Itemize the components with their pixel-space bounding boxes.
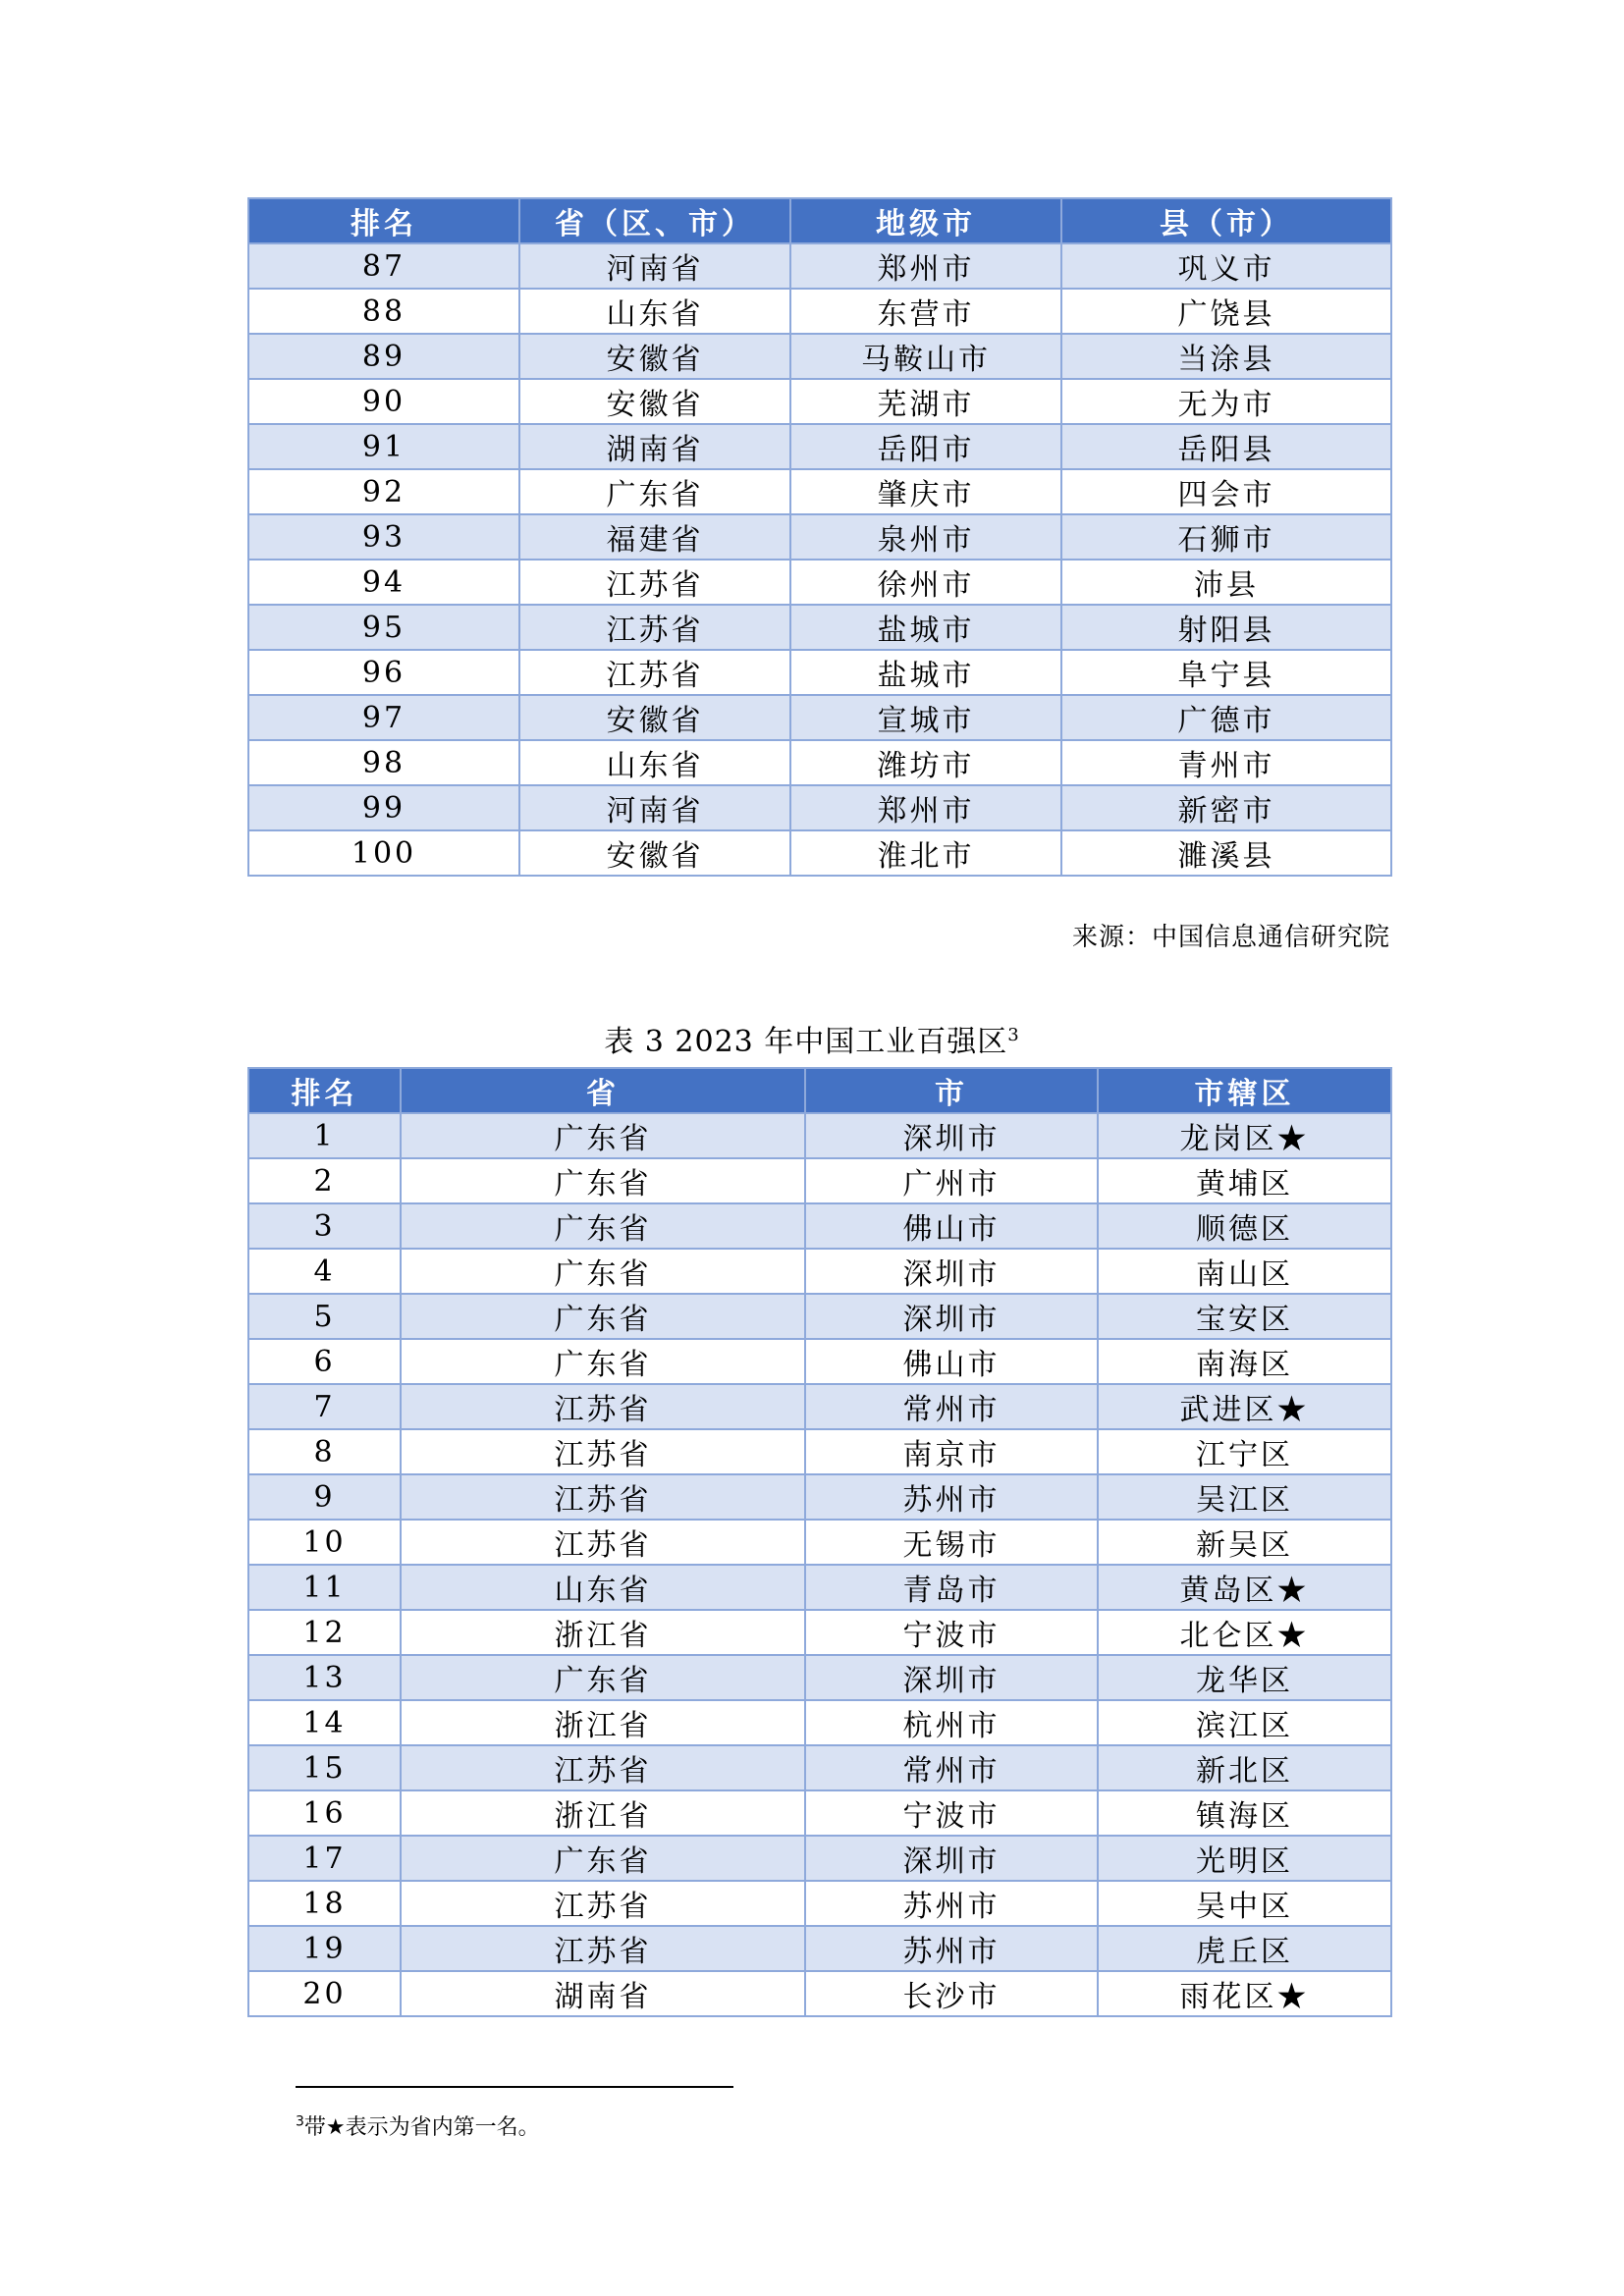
cell-rank: 3 bbox=[248, 1203, 401, 1249]
table-row bbox=[248, 1294, 1391, 1339]
header-county: 县（市） bbox=[1061, 198, 1391, 243]
industrial-district-ranking-table bbox=[247, 1067, 1392, 2017]
cell-rank: 20 bbox=[248, 1971, 401, 2016]
cell-district: 顺德区 bbox=[1098, 1203, 1391, 1249]
table-row bbox=[248, 740, 1391, 785]
cell-district: 青州市 bbox=[1061, 740, 1391, 785]
cell-city: 深圳市 bbox=[805, 1836, 1098, 1881]
cell-city: 盐城市 bbox=[790, 605, 1061, 650]
cell-province: 河南省 bbox=[519, 785, 790, 830]
cell-rank: 89 bbox=[248, 334, 519, 379]
cell-city: 宁波市 bbox=[805, 1790, 1098, 1836]
footnote bbox=[296, 2110, 540, 2141]
cell-city: 芜湖市 bbox=[790, 379, 1061, 424]
cell-province: 广东省 bbox=[401, 1294, 805, 1339]
cell-province: 湖南省 bbox=[401, 1971, 805, 2016]
cell-city: 杭州市 bbox=[805, 1700, 1098, 1745]
table-body bbox=[248, 1113, 1391, 2016]
cell-rank: 95 bbox=[248, 605, 519, 650]
cell-province: 江苏省 bbox=[401, 1745, 805, 1790]
source-note: 来源：中国信息通信研究院 bbox=[1071, 923, 1390, 952]
cell-rank: 5 bbox=[248, 1294, 401, 1339]
table-row bbox=[248, 1429, 1391, 1474]
table-row bbox=[248, 695, 1391, 740]
cell-rank: 6 bbox=[248, 1339, 401, 1384]
table-row bbox=[248, 1384, 1391, 1429]
cell-rank: 88 bbox=[248, 289, 519, 334]
cell-city: 常州市 bbox=[805, 1384, 1098, 1429]
cell-province: 广东省 bbox=[401, 1836, 805, 1881]
cell-district: 雨花区★ bbox=[1098, 1971, 1391, 2016]
cell-rank: 13 bbox=[248, 1655, 401, 1700]
cell-district: 北仑区★ bbox=[1098, 1610, 1391, 1655]
table-body bbox=[248, 243, 1391, 876]
table-row bbox=[248, 1881, 1391, 1926]
cell-rank: 97 bbox=[248, 695, 519, 740]
table-row bbox=[248, 1700, 1391, 1745]
cell-rank: 7 bbox=[248, 1384, 401, 1429]
cell-city: 深圳市 bbox=[805, 1294, 1098, 1339]
cell-city: 深圳市 bbox=[805, 1113, 1098, 1158]
cell-province: 江苏省 bbox=[401, 1474, 805, 1520]
table-row bbox=[248, 1249, 1391, 1294]
table-row bbox=[248, 1610, 1391, 1655]
cell-province: 浙江省 bbox=[401, 1790, 805, 1836]
footnote-marker: 3 bbox=[296, 2113, 304, 2130]
cell-rank: 9 bbox=[248, 1474, 401, 1520]
cell-district: 南海区 bbox=[1098, 1339, 1391, 1384]
county-ranking-table bbox=[247, 197, 1392, 877]
cell-rank: 14 bbox=[248, 1700, 401, 1745]
cell-rank: 2 bbox=[248, 1158, 401, 1203]
cell-city: 肇庆市 bbox=[790, 469, 1061, 514]
footnote-text: 带★表示为省内第一名。 bbox=[303, 2115, 540, 2140]
cell-city: 常州市 bbox=[805, 1745, 1098, 1790]
cell-province: 江苏省 bbox=[519, 605, 790, 650]
cell-district: 新吴区 bbox=[1098, 1520, 1391, 1565]
table-row bbox=[248, 469, 1391, 514]
table-row bbox=[248, 334, 1391, 379]
cell-rank: 1 bbox=[248, 1113, 401, 1158]
table-row bbox=[248, 1655, 1391, 1700]
cell-city: 深圳市 bbox=[805, 1655, 1098, 1700]
cell-city: 盐城市 bbox=[790, 650, 1061, 695]
table-caption bbox=[0, 1017, 1624, 1060]
cell-province: 安徽省 bbox=[519, 379, 790, 424]
cell-province: 河南省 bbox=[519, 243, 790, 289]
cell-city: 苏州市 bbox=[805, 1881, 1098, 1926]
table-row bbox=[248, 1745, 1391, 1790]
table-row bbox=[248, 424, 1391, 469]
cell-district: 广德市 bbox=[1061, 695, 1391, 740]
cell-rank: 100 bbox=[248, 830, 519, 876]
cell-rank: 19 bbox=[248, 1926, 401, 1971]
cell-rank: 11 bbox=[248, 1565, 401, 1610]
cell-city: 广州市 bbox=[805, 1158, 1098, 1203]
cell-district: 濉溪县 bbox=[1061, 830, 1391, 876]
cell-city: 郑州市 bbox=[790, 243, 1061, 289]
cell-district: 光明区 bbox=[1098, 1836, 1391, 1881]
cell-city: 徐州市 bbox=[790, 560, 1061, 605]
cell-province: 广东省 bbox=[519, 469, 790, 514]
cell-rank: 93 bbox=[248, 514, 519, 560]
cell-district: 吴江区 bbox=[1098, 1474, 1391, 1520]
cell-district: 吴中区 bbox=[1098, 1881, 1391, 1926]
cell-district: 黄埔区 bbox=[1098, 1158, 1391, 1203]
cell-province: 安徽省 bbox=[519, 334, 790, 379]
cell-city: 泉州市 bbox=[790, 514, 1061, 560]
cell-district: 石狮市 bbox=[1061, 514, 1391, 560]
cell-district: 南山区 bbox=[1098, 1249, 1391, 1294]
table-row bbox=[248, 785, 1391, 830]
cell-rank: 12 bbox=[248, 1610, 401, 1655]
cell-province: 山东省 bbox=[519, 289, 790, 334]
table-row bbox=[248, 514, 1391, 560]
table-row bbox=[248, 1203, 1391, 1249]
cell-city: 佛山市 bbox=[805, 1203, 1098, 1249]
table-row bbox=[248, 1971, 1391, 2016]
cell-city: 青岛市 bbox=[805, 1565, 1098, 1610]
cell-city: 潍坊市 bbox=[790, 740, 1061, 785]
cell-province: 江苏省 bbox=[401, 1429, 805, 1474]
cell-province: 广东省 bbox=[401, 1203, 805, 1249]
cell-district: 镇海区 bbox=[1098, 1790, 1391, 1836]
cell-district: 江宁区 bbox=[1098, 1429, 1391, 1474]
cell-rank: 87 bbox=[248, 243, 519, 289]
header-province: 省 bbox=[401, 1068, 805, 1113]
cell-district: 阜宁县 bbox=[1061, 650, 1391, 695]
table-row bbox=[248, 605, 1391, 650]
table-row bbox=[248, 650, 1391, 695]
table-row bbox=[248, 830, 1391, 876]
table-row bbox=[248, 1339, 1391, 1384]
header-rank: 排名 bbox=[248, 198, 519, 243]
table-row bbox=[248, 1790, 1391, 1836]
cell-province: 福建省 bbox=[519, 514, 790, 560]
cell-rank: 18 bbox=[248, 1881, 401, 1926]
header-prefecture-city: 地级市 bbox=[790, 198, 1061, 243]
cell-province: 广东省 bbox=[401, 1113, 805, 1158]
header-province: 省（区、市） bbox=[519, 198, 790, 243]
cell-city: 郑州市 bbox=[790, 785, 1061, 830]
cell-district: 当涂县 bbox=[1061, 334, 1391, 379]
cell-city: 宁波市 bbox=[805, 1610, 1098, 1655]
cell-rank: 98 bbox=[248, 740, 519, 785]
table-row bbox=[248, 379, 1391, 424]
cell-city: 岳阳市 bbox=[790, 424, 1061, 469]
cell-province: 广东省 bbox=[401, 1158, 805, 1203]
cell-province: 江苏省 bbox=[401, 1384, 805, 1429]
cell-city: 东营市 bbox=[790, 289, 1061, 334]
cell-province: 湖南省 bbox=[519, 424, 790, 469]
cell-district: 宝安区 bbox=[1098, 1294, 1391, 1339]
table-header-row bbox=[248, 1068, 1391, 1113]
cell-province: 江苏省 bbox=[401, 1926, 805, 1971]
cell-district: 新北区 bbox=[1098, 1745, 1391, 1790]
table-row bbox=[248, 289, 1391, 334]
cell-rank: 91 bbox=[248, 424, 519, 469]
cell-district: 新密市 bbox=[1061, 785, 1391, 830]
cell-rank: 92 bbox=[248, 469, 519, 514]
table-header-row bbox=[248, 198, 1391, 243]
cell-city: 苏州市 bbox=[805, 1926, 1098, 1971]
cell-city: 佛山市 bbox=[805, 1339, 1098, 1384]
cell-city: 南京市 bbox=[805, 1429, 1098, 1474]
cell-district: 沛县 bbox=[1061, 560, 1391, 605]
table-row bbox=[248, 1158, 1391, 1203]
footnote-ref[interactable]: 3 bbox=[1007, 1025, 1020, 1045]
cell-province: 安徽省 bbox=[519, 830, 790, 876]
cell-province: 广东省 bbox=[401, 1339, 805, 1384]
cell-city: 宣城市 bbox=[790, 695, 1061, 740]
cell-city: 长沙市 bbox=[805, 1971, 1098, 2016]
cell-province: 江苏省 bbox=[401, 1520, 805, 1565]
footnote-divider bbox=[296, 2086, 733, 2088]
cell-district: 广饶县 bbox=[1061, 289, 1391, 334]
cell-city: 苏州市 bbox=[805, 1474, 1098, 1520]
cell-rank: 17 bbox=[248, 1836, 401, 1881]
header-district: 市辖区 bbox=[1098, 1068, 1391, 1113]
cell-province: 江苏省 bbox=[519, 650, 790, 695]
cell-district: 龙华区 bbox=[1098, 1655, 1391, 1700]
cell-district: 虎丘区 bbox=[1098, 1926, 1391, 1971]
cell-rank: 16 bbox=[248, 1790, 401, 1836]
table-row bbox=[248, 1836, 1391, 1881]
cell-rank: 4 bbox=[248, 1249, 401, 1294]
table-row bbox=[248, 243, 1391, 289]
cell-district: 龙岗区★ bbox=[1098, 1113, 1391, 1158]
table-row bbox=[248, 1520, 1391, 1565]
cell-district: 滨江区 bbox=[1098, 1700, 1391, 1745]
cell-province: 广东省 bbox=[401, 1249, 805, 1294]
cell-district: 射阳县 bbox=[1061, 605, 1391, 650]
cell-city: 无锡市 bbox=[805, 1520, 1098, 1565]
cell-district: 黄岛区★ bbox=[1098, 1565, 1391, 1610]
cell-district: 岳阳县 bbox=[1061, 424, 1391, 469]
cell-province: 山东省 bbox=[401, 1565, 805, 1610]
cell-province: 广东省 bbox=[401, 1655, 805, 1700]
table-row bbox=[248, 1113, 1391, 1158]
table-row bbox=[248, 1926, 1391, 1971]
cell-province: 浙江省 bbox=[401, 1610, 805, 1655]
cell-district: 四会市 bbox=[1061, 469, 1391, 514]
cell-rank: 10 bbox=[248, 1520, 401, 1565]
cell-rank: 8 bbox=[248, 1429, 401, 1474]
cell-rank: 99 bbox=[248, 785, 519, 830]
cell-city: 淮北市 bbox=[790, 830, 1061, 876]
cell-province: 江苏省 bbox=[519, 560, 790, 605]
cell-province: 江苏省 bbox=[401, 1881, 805, 1926]
cell-district: 巩义市 bbox=[1061, 243, 1391, 289]
cell-rank: 96 bbox=[248, 650, 519, 695]
cell-rank: 94 bbox=[248, 560, 519, 605]
cell-district: 无为市 bbox=[1061, 379, 1391, 424]
cell-rank: 90 bbox=[248, 379, 519, 424]
header-city: 市 bbox=[805, 1068, 1098, 1113]
cell-district: 武进区★ bbox=[1098, 1384, 1391, 1429]
cell-rank: 15 bbox=[248, 1745, 401, 1790]
header-rank: 排名 bbox=[248, 1068, 401, 1113]
caption-text: 表 3 2023 年中国工业百强区 bbox=[604, 1025, 1008, 1059]
cell-city: 深圳市 bbox=[805, 1249, 1098, 1294]
cell-province: 安徽省 bbox=[519, 695, 790, 740]
cell-province: 山东省 bbox=[519, 740, 790, 785]
table-row bbox=[248, 1565, 1391, 1610]
table-row bbox=[248, 1474, 1391, 1520]
cell-province: 浙江省 bbox=[401, 1700, 805, 1745]
cell-city: 马鞍山市 bbox=[790, 334, 1061, 379]
table-row bbox=[248, 560, 1391, 605]
